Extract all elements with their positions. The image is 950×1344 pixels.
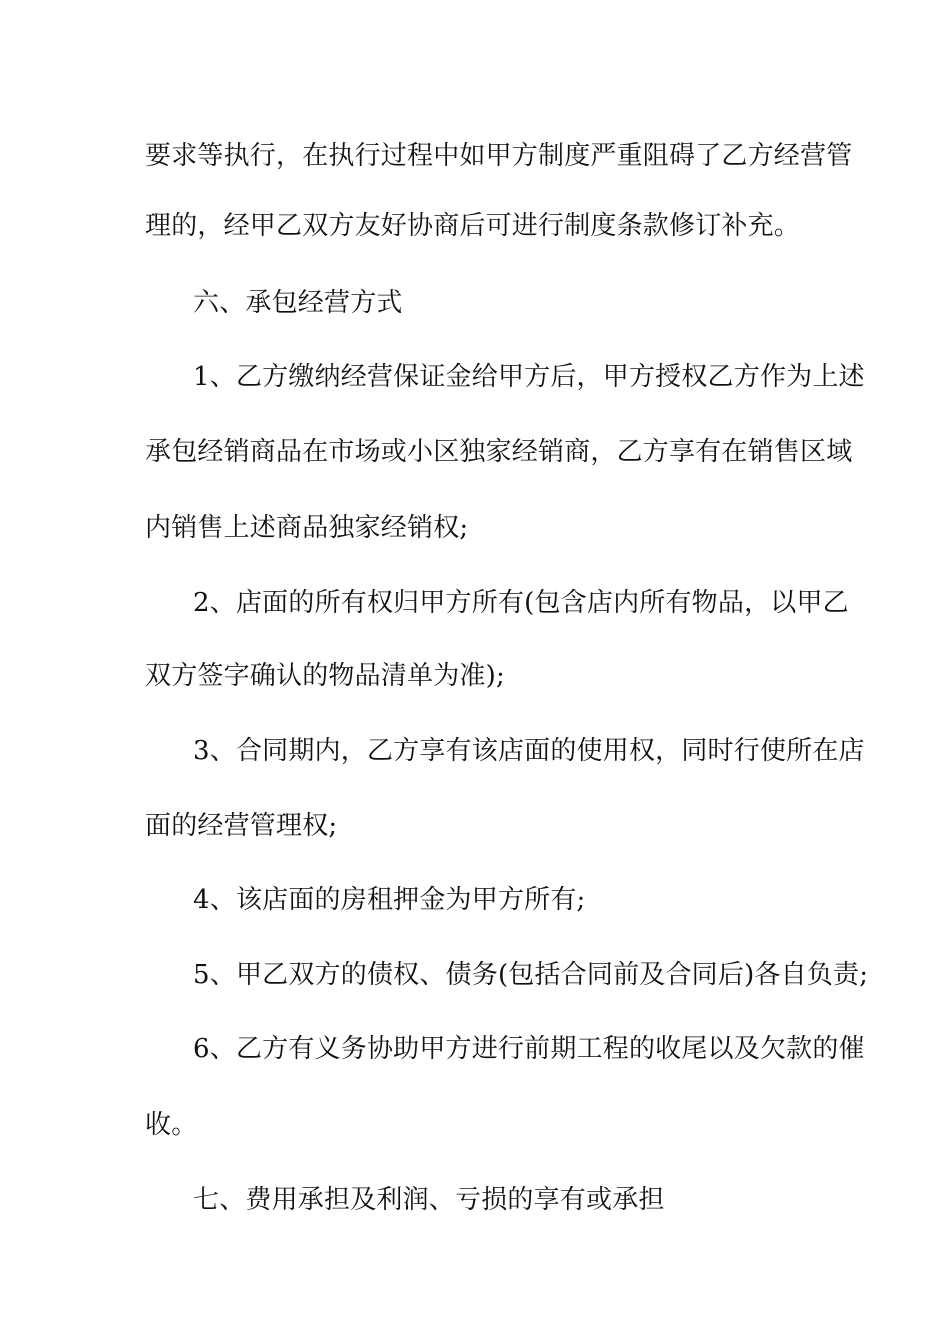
- paragraph-line: 理的，经甲乙双方友好协商后可进行制度条款修订补充。: [145, 211, 801, 241]
- paragraph-line: 内销售上述商品独家经销权;: [145, 513, 469, 543]
- paragraph-line: 2、店面的所有权归甲方所有(包含店内所有物品，以甲乙: [193, 588, 849, 618]
- paragraph-line: 要求等执行，在执行过程中如甲方制度严重阻碍了乙方经营管: [145, 141, 853, 171]
- paragraph-line: 收。: [145, 1110, 198, 1140]
- paragraph-line: 面的经营管理权;: [145, 811, 338, 841]
- section-heading: 七、费用承担及利润、亏损的享有或承担: [193, 1185, 665, 1215]
- paragraph-line: 承包经销商品在市场或小区独家经销商，乙方享有在销售区域: [145, 437, 853, 467]
- section-heading: 六、承包经营方式: [193, 288, 403, 318]
- paragraph-line: 5、甲乙双方的债权、债务(包括合同前及合同后)各自负责;: [193, 960, 869, 990]
- paragraph-line: 1、乙方缴纳经营保证金给甲方后，甲方授权乙方作为上述: [193, 362, 865, 392]
- paragraph-line: 双方签字确认的物品清单为准);: [145, 661, 505, 691]
- paragraph-line: 3、合同期内，乙方享有该店面的使用权，同时行使所在店: [193, 736, 865, 766]
- paragraph-line: 4、该店面的房租押金为甲方所有;: [193, 885, 586, 915]
- paragraph-line: 6、乙方有义务协助甲方进行前期工程的收尾以及欠款的催: [193, 1034, 865, 1064]
